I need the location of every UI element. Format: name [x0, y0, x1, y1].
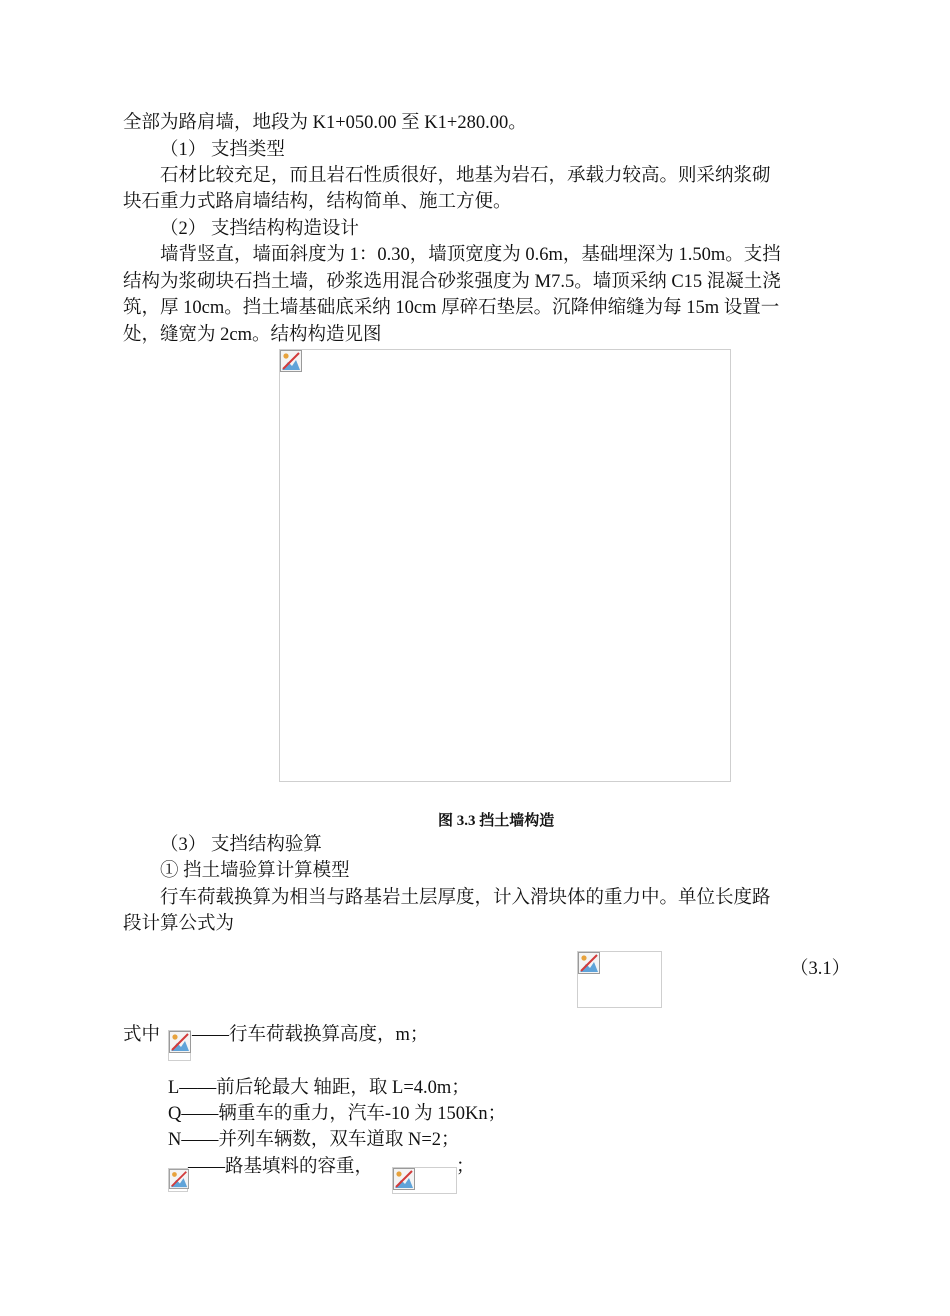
definition-N: N——并列车辆数，双车道取 N=2； — [168, 1130, 460, 1150]
figure-caption: 图 3.3 挡土墙构造 — [438, 813, 555, 829]
paragraph-line: 石材比较充足，而且岩石性质很好，地基为岩石，承载力较高。则采纳浆砌 — [160, 166, 771, 186]
subheading-structure-design: （2） 支挡结构构造设计 — [160, 219, 359, 239]
broken-image-icon — [393, 1168, 415, 1190]
subheading-verification: （3） 支挡结构验算 — [160, 835, 322, 855]
paragraph-line: 块石重力式路肩墙结构，结构简单、施工方便。 — [123, 192, 512, 212]
definition-gamma: ——路基填料的容重， — [188, 1157, 374, 1177]
definitions-intro: 式中 — [123, 1025, 161, 1045]
definition-Q: Q——辆重车的重力，汽车-10 为 150Kn； — [168, 1104, 507, 1124]
gamma-value-image-placeholder — [392, 1167, 457, 1194]
definition-L: L——前后轮最大 轴距，取 L=4.0m； — [168, 1078, 470, 1098]
subheading-calc-model: ① 挡土墙验算计算模型 — [160, 861, 350, 881]
paragraph-line: 段计算公式为 — [123, 914, 235, 934]
equation-number: （3.1） — [790, 959, 851, 979]
paragraph-line: 筑，厚 10cm。挡土墙基础底采纳 10cm 厚碎石垫层。沉降伸缩缝为每 15m 设置一 — [123, 298, 780, 318]
subheading-support-type: （1） 支挡类型 — [160, 140, 285, 160]
definition-h0: ——行车荷载换算高度，m； — [192, 1025, 429, 1045]
broken-image-icon — [280, 350, 302, 372]
paragraph-line: 结构为浆砌块石挡土墙，砂浆选用混合砂浆强度为 M7.5。墙顶采纳 C15 混凝土浇 — [123, 272, 781, 292]
symbol-h0-image-placeholder — [168, 1030, 191, 1061]
paragraph-line: 行车荷载换算为相当与路基岩土层厚度，计入滑块体的重力中。单位长度路 — [160, 888, 771, 908]
equation-image-placeholder — [577, 951, 662, 1008]
paragraph-line: 处，缝宽为 2cm。结构构造见图 — [123, 325, 382, 345]
figure-image-placeholder — [279, 349, 731, 782]
paragraph-line: 全部为路肩墙，地段为 K1+050.00 至 K1+280.00。 — [123, 113, 527, 133]
definition-gamma-suffix: ； — [456, 1157, 475, 1177]
symbol-gamma-image-placeholder — [168, 1168, 188, 1192]
broken-image-icon — [169, 1031, 191, 1053]
broken-image-icon — [578, 952, 600, 974]
paragraph-line: 墙背竖直，墙面斜度为 1：0.30，墙顶宽度为 0.6m，基础埋深为 1.50m。支挡 — [160, 245, 781, 265]
